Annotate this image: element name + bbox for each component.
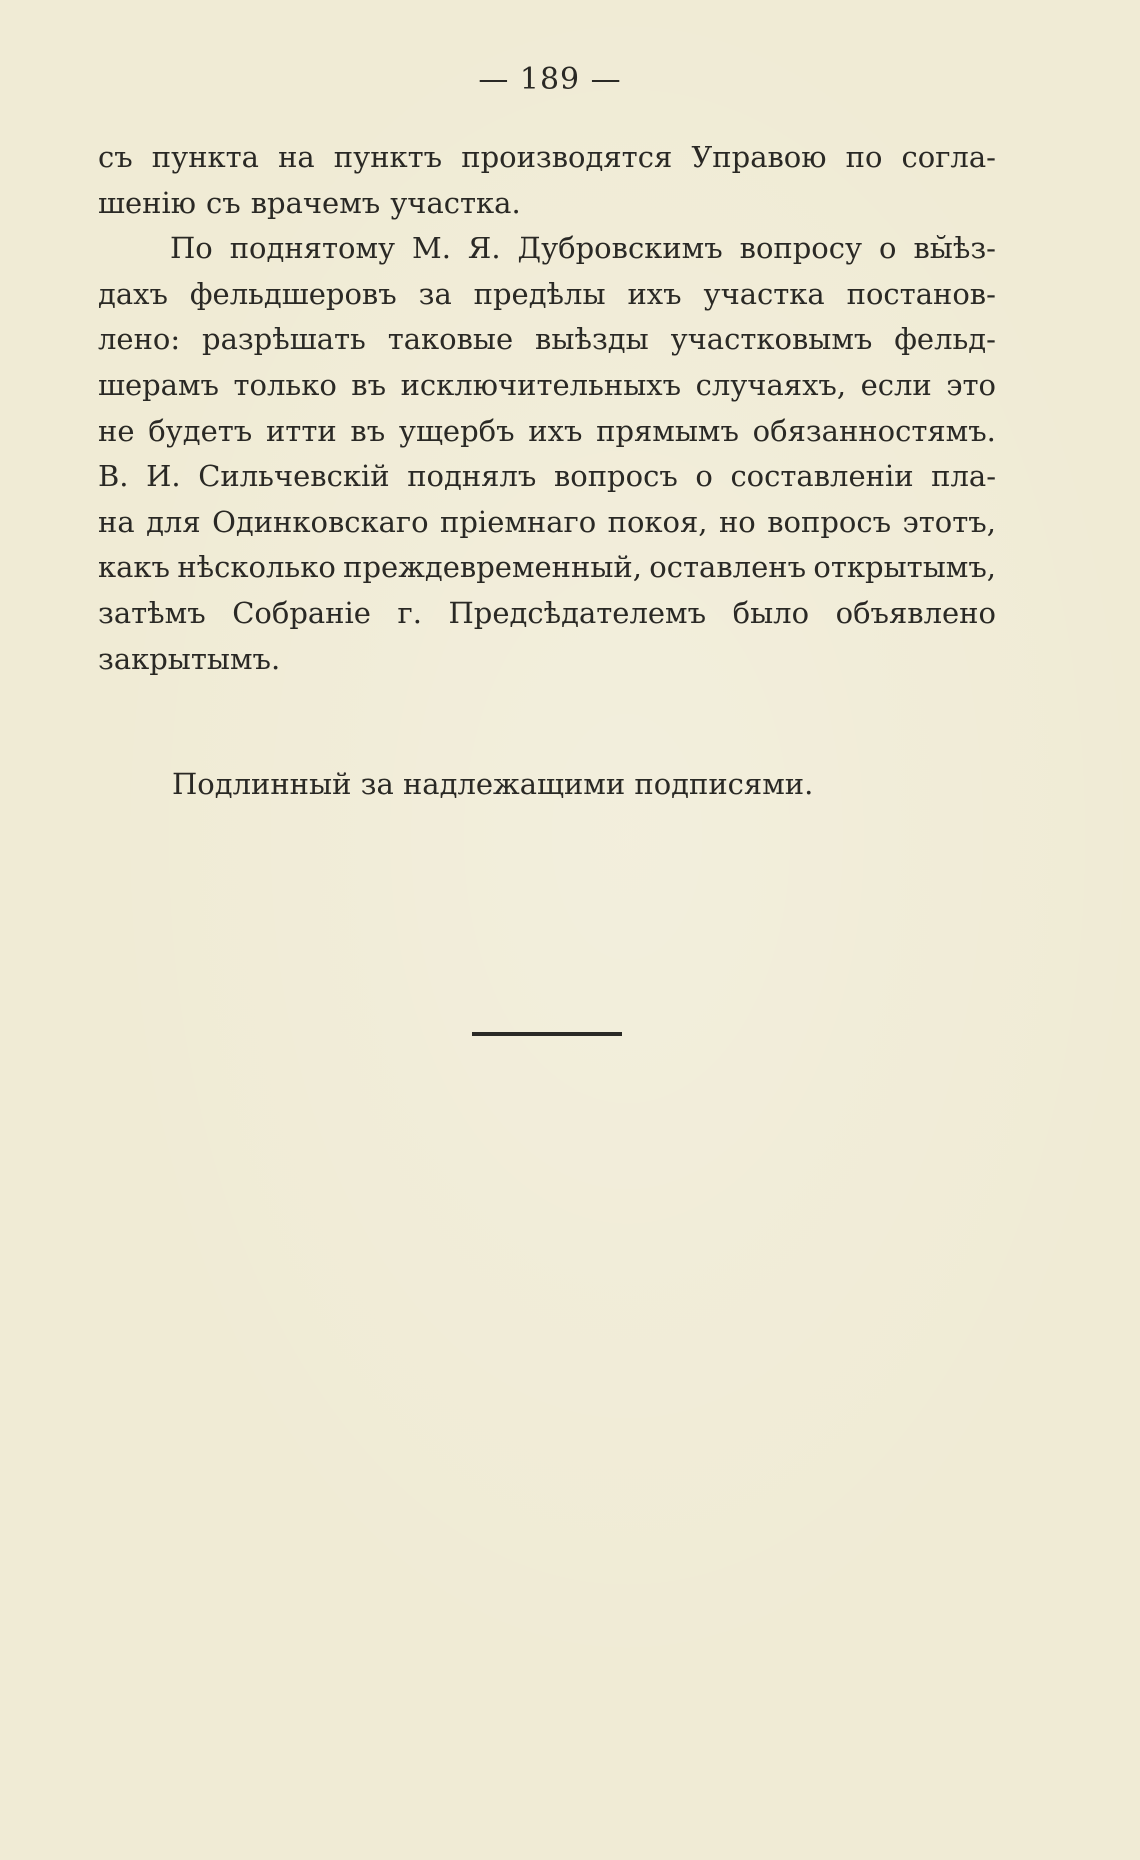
word: поднялъ [407,459,537,494]
word: за [418,276,452,311]
word: Собранiе [232,595,371,630]
word: въ [350,413,386,448]
word: обязанностямъ. [752,413,996,448]
text-line [98,135,996,181]
word: выѣзды [535,322,649,357]
word: о [879,231,897,266]
word: согла- [901,140,996,174]
word: о [695,459,713,494]
word: но [718,504,756,539]
word: случаяхъ, [695,367,847,402]
word: Одинковскаго [212,504,429,539]
page-number: — 189 — [478,62,622,97]
word: съ [205,185,241,220]
word: По [170,231,213,266]
text-line [98,454,996,500]
word: только [233,367,337,402]
word: преждевременный, [343,550,642,585]
word: Управою [691,140,827,174]
word: М. [412,231,451,266]
text-line [98,181,996,227]
word: вы̆ѣз- [913,231,996,266]
word: этотъ, [902,504,996,539]
word: Я. [467,231,501,266]
closing-rule [472,1032,622,1036]
word: И. [146,459,181,494]
text-line [98,500,996,546]
word: фельдшеровъ [189,276,397,311]
text-line [98,272,996,318]
word: для [146,504,201,539]
word: пунктъ [333,140,443,174]
word: врачемъ [250,185,381,220]
word: производятся [461,140,673,174]
word: въ [351,367,387,402]
word: исключительныхъ [400,367,682,402]
word: участковымъ [670,322,873,357]
word: лено: [98,322,181,357]
word: не [98,413,135,448]
text-line [98,545,996,591]
word: шенiю [98,185,196,220]
word: вопросъ [767,504,892,539]
word: по [845,140,883,174]
word: участка [703,276,825,311]
word: ихъ [528,413,583,448]
word: составленiи [730,459,914,494]
signature-line: Подлинный за надлежащими подписями. [172,767,814,801]
word: Дубровскимъ [517,231,723,266]
word: пла- [931,459,996,494]
word: вопросу [739,231,863,266]
word: итти [265,413,337,448]
word: открытымъ, [813,550,996,585]
word: закрытымъ. [98,641,281,676]
word: если [860,367,932,402]
word: Предсѣдателемъ [448,595,707,630]
word: поднятому [229,231,396,266]
word: прямымъ [596,413,739,448]
word: объявлено [835,595,996,630]
word: ущербъ [398,413,515,448]
word: ихъ [627,276,682,311]
word: на [98,504,135,539]
text-line [98,363,996,409]
word: участка. [390,185,521,220]
text-line [98,226,996,272]
word: фельд- [894,322,996,357]
word: будетъ [148,413,253,448]
word: затѣмъ [98,595,206,630]
body-text [98,135,996,682]
word: оставленъ [649,550,807,585]
word: таковые [387,322,514,357]
word: покоя, [607,504,708,539]
word: шерамъ [98,367,219,402]
word: г. [397,595,422,630]
word: съ [98,140,133,174]
word: дахъ [98,276,168,311]
text-line [98,409,996,455]
word: какъ [98,550,170,585]
text-line [98,591,996,637]
word: пункта [151,140,259,174]
text-line [98,317,996,363]
word: предѣлы [473,276,606,311]
word: было [732,595,810,630]
word: разрѣшать [202,322,366,357]
word: вопросъ [553,459,678,494]
text-line [98,637,996,683]
word: нѣсколько [177,550,336,585]
word: В. [98,459,129,494]
word: это [946,367,996,402]
word: Сильчевскiй [198,459,390,494]
word: на [278,140,315,174]
word: прiемнаго [440,504,597,539]
word: постанов- [846,276,996,311]
